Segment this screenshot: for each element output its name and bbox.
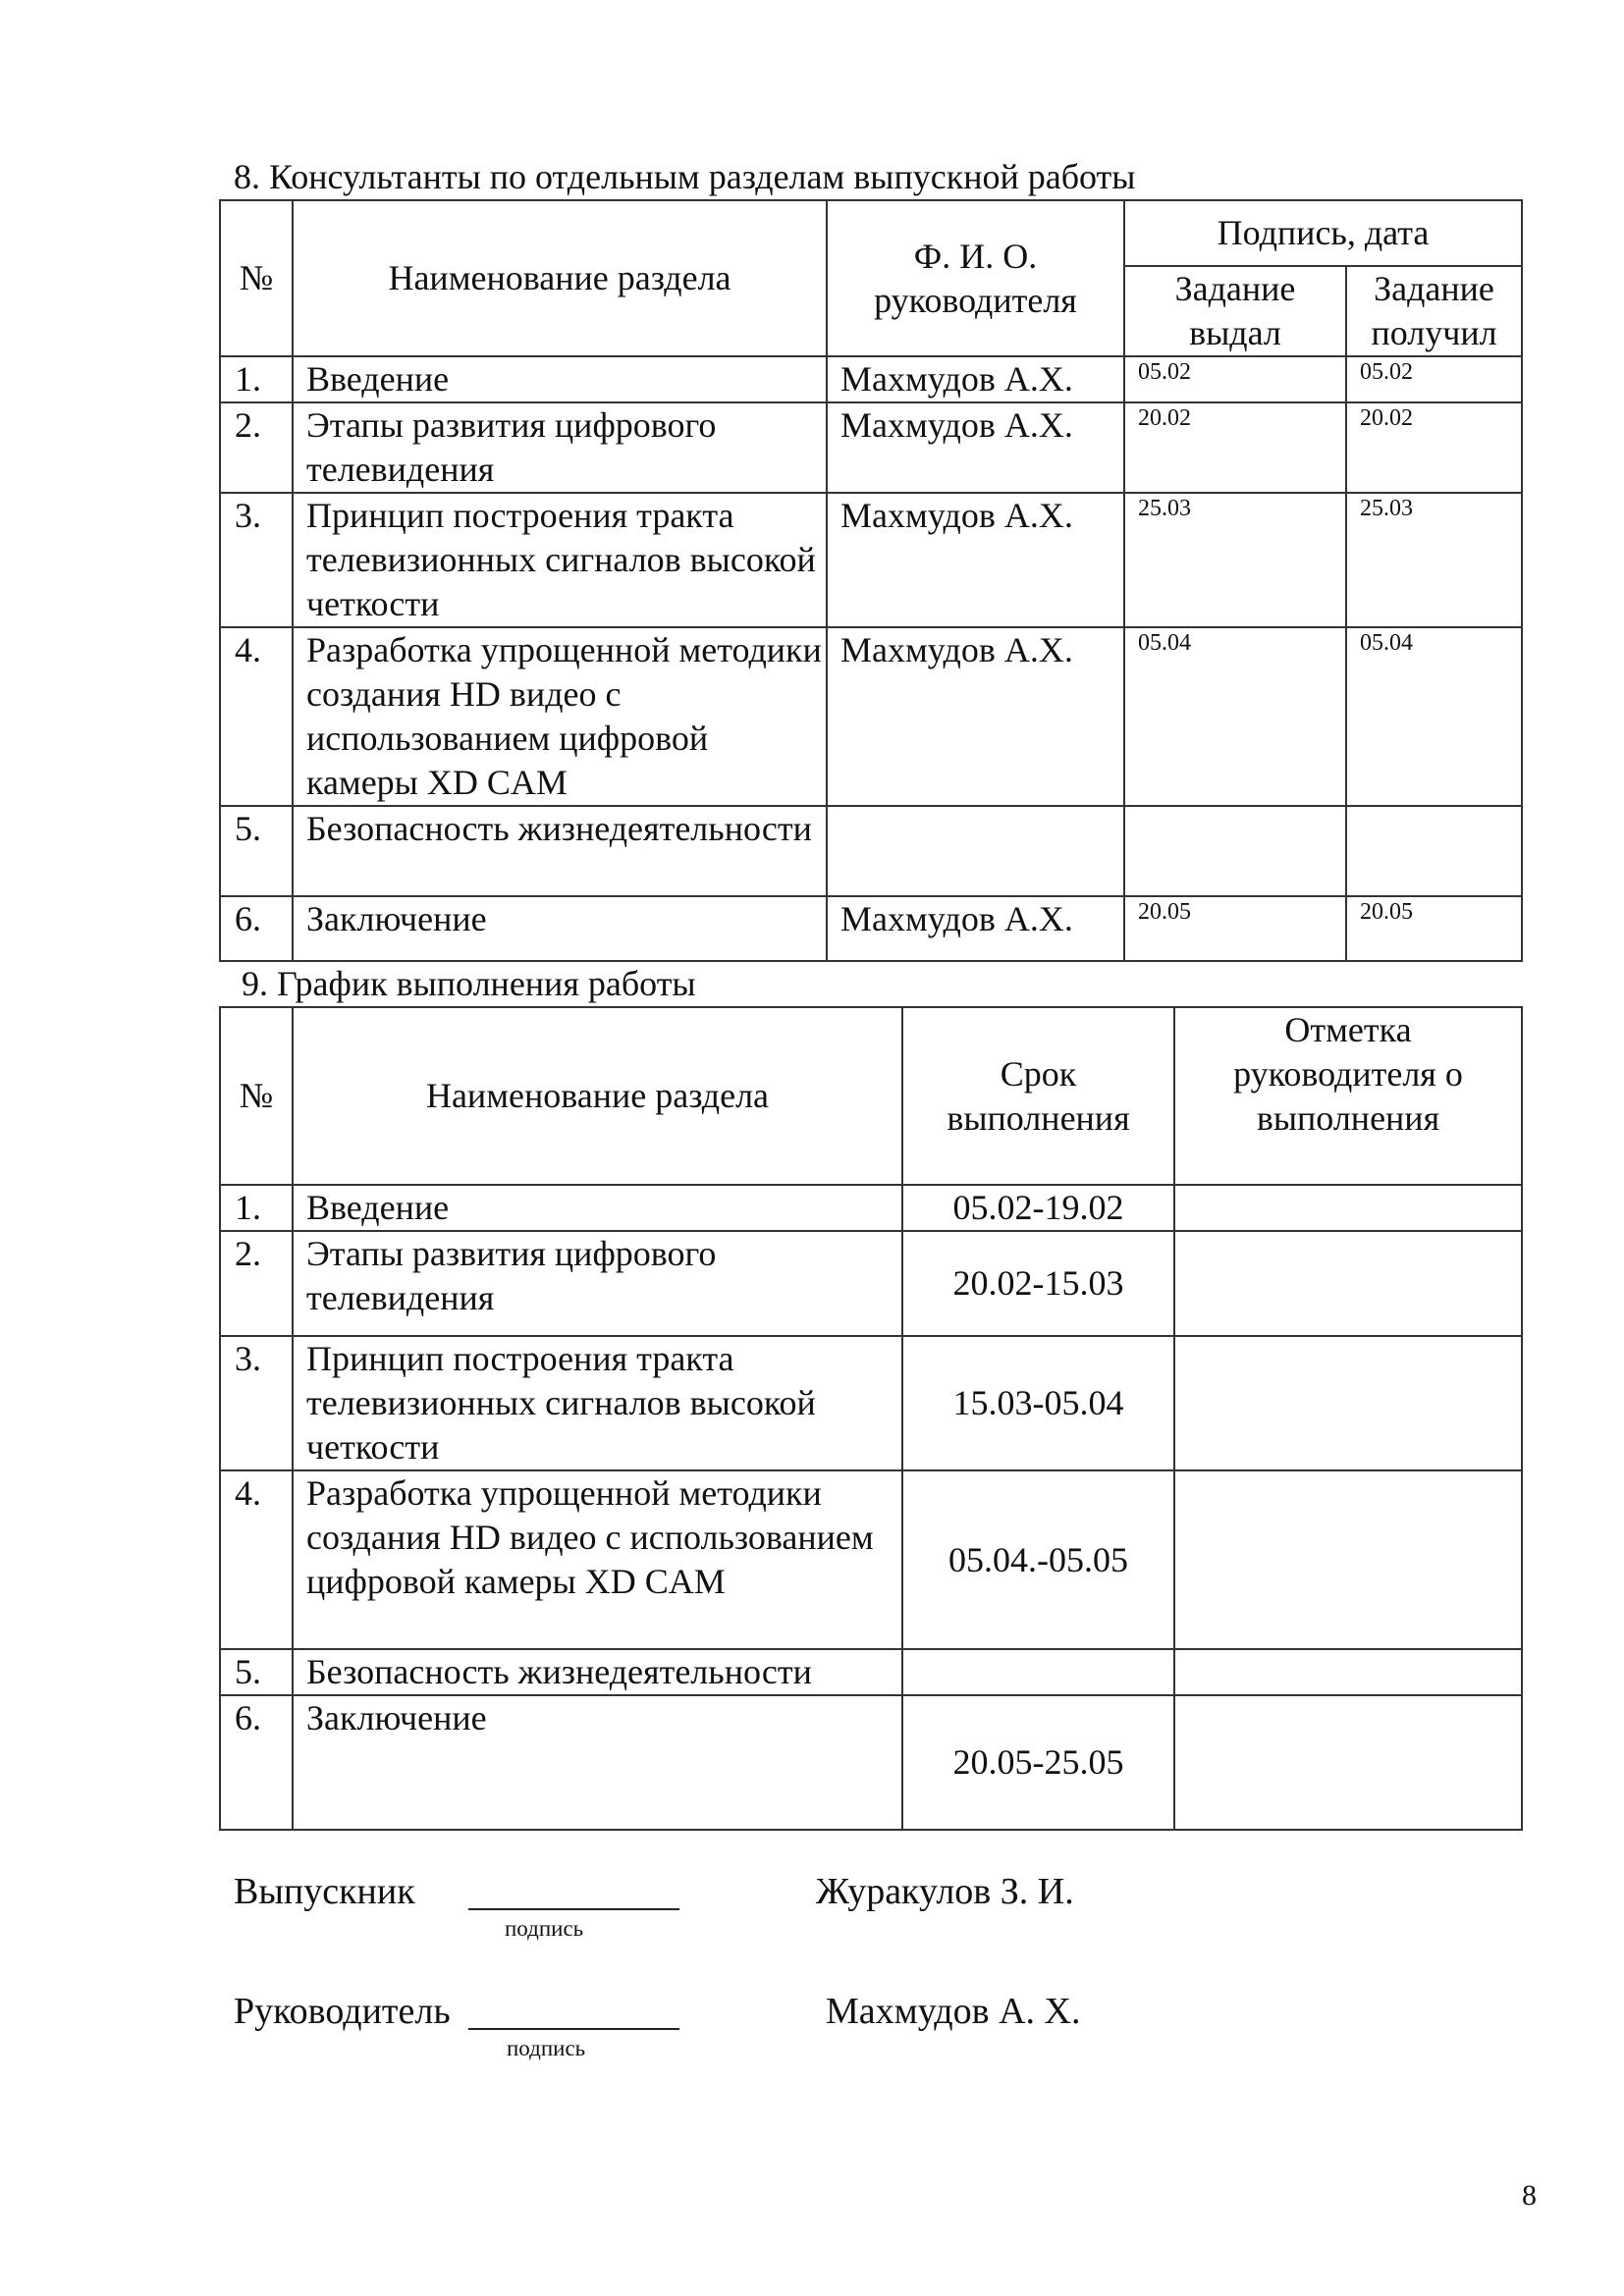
header-task-given [1124,266,1346,356]
header-supervisor-fio [827,200,1124,356]
section9-title: 9. График выполнения работы [242,964,696,1003]
table-row [220,1336,1522,1470]
row-fio [827,806,1124,896]
row-supervisor-mark [1174,1649,1522,1695]
graduate-label: Выпускник [234,1871,415,1912]
supervisor-name: Махмудов А. Х. [826,1991,1081,2032]
table-row [220,806,1522,896]
row-fio: Махмудов А.Х. [827,356,1124,402]
supervisor-signature-hint: подпись [507,2036,586,2060]
row-supervisor-mark [1174,1470,1522,1649]
row-num: 6. [220,896,293,961]
header-task-given-line2: выдал [1189,313,1281,352]
row-task-given: 05.02 [1124,356,1346,402]
row-num: 3. [220,493,293,627]
row-section-name: Разработка упрощенной методики создания HD видео с использованием цифровой камеры XD CAM [293,1470,902,1649]
row-task-received: 05.04 [1346,627,1522,806]
row-fio: Махмудов А.Х. [827,493,1124,627]
header-task-received [1346,266,1522,356]
row-section-name: Этапы развития цифрового телевидения [293,1231,902,1336]
header-mark-line1: Отметка [1284,1010,1412,1049]
table-row [220,1185,1522,1231]
table-row [220,896,1522,961]
graduate-signature-hint: подпись [505,1916,584,1941]
consultants-table [219,199,1523,962]
row-fio: Махмудов А.Х. [827,627,1124,806]
header-mark-line2: руководителя о [1233,1054,1463,1094]
row-num: 6. [220,1695,293,1830]
table-row [220,1649,1522,1695]
row-task-given [1124,806,1346,896]
header-deadline [902,1007,1174,1185]
table-row [220,493,1522,627]
row-section-name: Заключение [293,896,827,961]
row-section-name: Принцип построения тракта телевизионных сигналов высокой четкости [293,493,827,627]
header-task-given-line1: Задание [1174,269,1296,308]
row-task-received: 05.02 [1346,356,1522,402]
row-section-name: Разработка упрощенной методики создания HD видео с использованием цифровой камеры XD CAM [293,627,827,806]
row-deadline: 20.02-15.03 [902,1231,1174,1336]
graduate-name: Журакулов З. И. [816,1871,1074,1912]
table-row [220,1695,1522,1830]
header-section-name: Наименование раздела [293,200,827,356]
row-task-received: 25.03 [1346,493,1522,627]
row-deadline: 05.02-19.02 [902,1185,1174,1231]
row-task-received [1346,806,1522,896]
header-deadline-line2: выполнения [947,1097,1130,1138]
row-deadline: 15.03-05.04 [902,1336,1174,1470]
row-supervisor-mark [1174,1185,1522,1231]
supervisor-signature-line [468,2028,679,2030]
header-signature-date: Подпись, дата [1124,200,1522,266]
row-fio: Махмудов А.Х. [827,402,1124,493]
row-section-name: Введение [293,1185,902,1231]
row-num: 2. [220,402,293,493]
row-task-received: 20.05 [1346,896,1522,961]
page-number: 8 [1522,2179,1537,2212]
header-num: № [220,200,293,356]
header-fio-line2: руководителя [874,280,1077,320]
row-section-name: Принцип построения тракта телевизионных сигналов высокой четкости [293,1336,902,1470]
row-num: 4. [220,1470,293,1649]
row-num: 1. [220,1185,293,1231]
row-task-given: 05.04 [1124,627,1346,806]
header-fio-line1: Ф. И. О. [913,236,1038,276]
row-num: 5. [220,806,293,896]
row-deadline: 05.04.-05.05 [902,1470,1174,1649]
table-row [220,627,1522,806]
row-section-name: Безопасность жизнедеятельности [293,1649,902,1695]
section8-title: 8. Консультанты по отдельным разделам выпускной работы [234,157,1136,196]
table-row [220,1231,1522,1336]
row-supervisor-mark [1174,1695,1522,1830]
supervisor-label: Руководитель [234,1991,451,2032]
row-num: 2. [220,1231,293,1336]
header-deadline-line1: Срок [1000,1053,1077,1094]
row-section-name: Безопасность жизнедеятельности [293,806,827,896]
row-task-given: 25.03 [1124,493,1346,627]
header-mark-line3: выполнения [1256,1098,1440,1138]
row-section-name: Заключение [293,1695,902,1830]
schedule-table [219,1006,1523,1831]
row-num: 4. [220,627,293,806]
header-supervisor-mark [1174,1007,1522,1185]
header-task-received-line2: получил [1371,313,1497,352]
row-supervisor-mark [1174,1336,1522,1470]
row-section-name: Этапы развития цифрового телевидения [293,402,827,493]
row-task-given: 20.02 [1124,402,1346,493]
row-deadline: 20.05-25.05 [902,1695,1174,1830]
row-fio: Махмудов А.Х. [827,896,1124,961]
row-num: 3. [220,1336,293,1470]
row-section-name: Введение [293,356,827,402]
row-task-received: 20.02 [1346,402,1522,493]
header-section-name: Наименование раздела [293,1007,902,1185]
row-num: 1. [220,356,293,402]
table-row [220,356,1522,402]
row-deadline [902,1649,1174,1695]
header-task-received-line1: Задание [1374,269,1494,308]
table-row [220,1470,1522,1649]
graduate-signature-line [468,1908,679,1910]
row-num: 5. [220,1649,293,1695]
row-supervisor-mark [1174,1231,1522,1336]
header-num: № [220,1007,293,1185]
row-task-given: 20.05 [1124,896,1346,961]
table-row [220,402,1522,493]
